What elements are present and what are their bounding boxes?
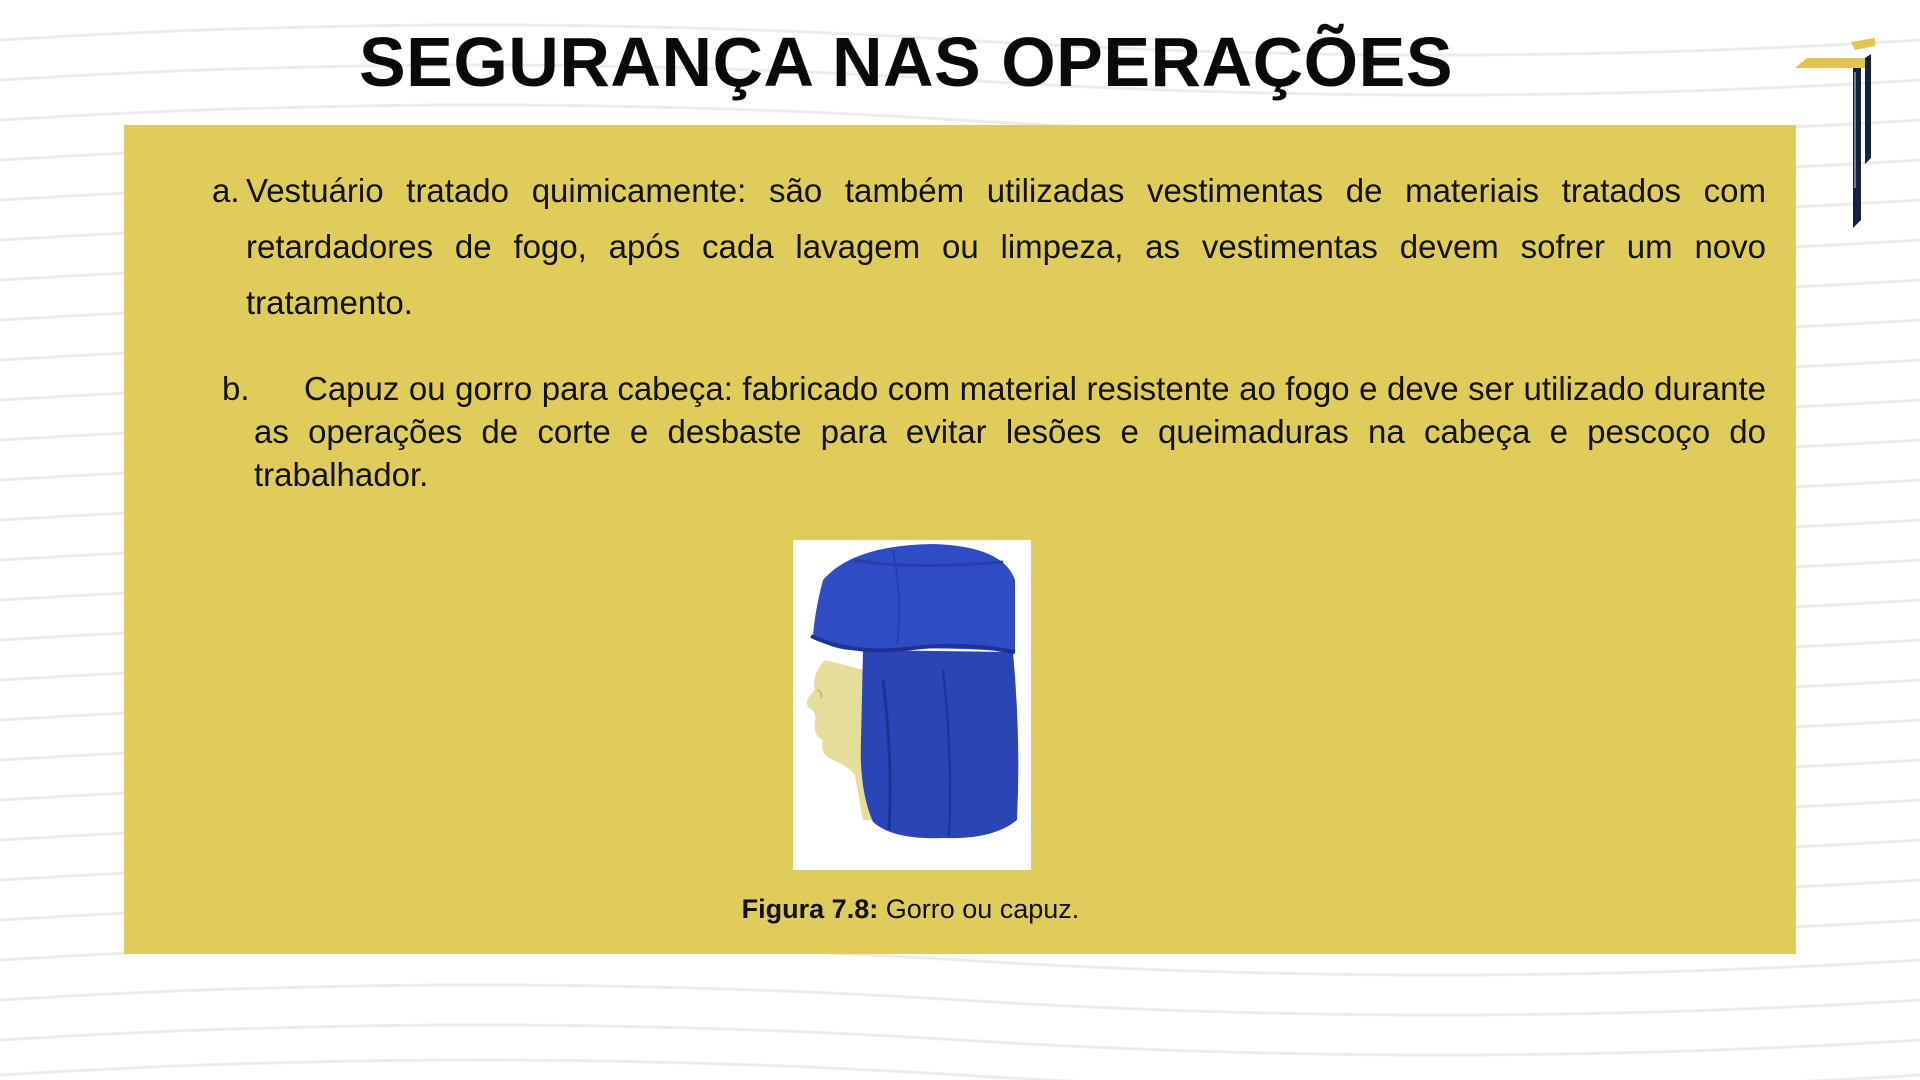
hood-image (793, 540, 1031, 870)
list-text-a: Vestuário tratado quimicamente: são também utilizadas vestimentas de materiais tratados com retardadores de fogo, após cada lavagem ou limpeza, as vestimentas devem sofrer um novo tratamento. (246, 172, 1766, 321)
list-item-b (222, 367, 1766, 496)
list-item-a (212, 163, 1766, 331)
slide-title: SEGURANÇA NAS OPERAÇÕES (358, 23, 1454, 101)
figure-caption (124, 894, 1697, 925)
list-marker-b: b. (222, 370, 250, 407)
list-text-b: Capuz ou gorro para cabeça: fabricado com material resistente ao fogo e deve ser utilizado durante as operações de corte e desbaste para evitar lesões e queimaduras na cabeça e pescoço do trabalhador. (254, 370, 1766, 493)
list-marker-a: a. (212, 172, 240, 209)
figure-caption-label: Figura 7.8: (741, 894, 879, 924)
content-panel (124, 125, 1796, 954)
brand-logo-icon (1795, 38, 1875, 228)
figure-caption-text: Gorro ou capuz. (878, 894, 1080, 924)
